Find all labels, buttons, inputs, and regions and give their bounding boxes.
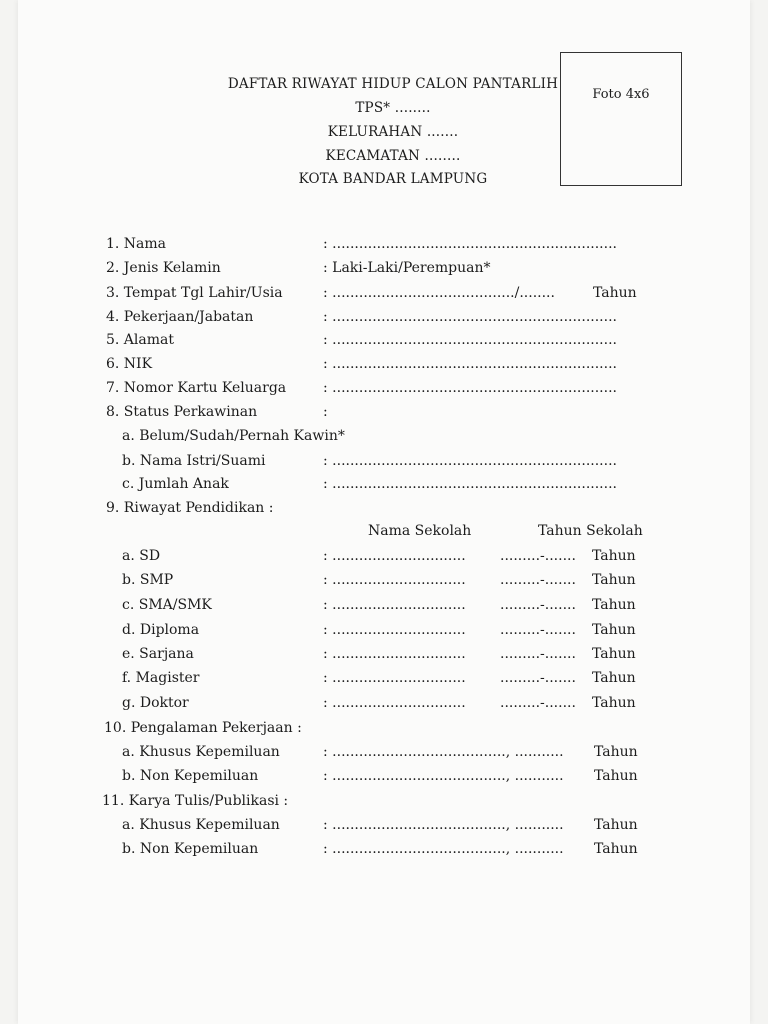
field-label: 7. Nomor Kartu Keluarga	[106, 380, 287, 396]
col-header-nama-sekolah: Nama Sekolah	[368, 523, 472, 539]
field-value: : ......................................., ...........	[323, 768, 564, 784]
field-unit: Tahun	[594, 841, 638, 857]
section-heading: 9. Riwayat Pendidikan :	[106, 500, 274, 516]
field-label: 3. Tempat Tgl Lahir/Usia	[106, 285, 283, 301]
field-years: .........-.......	[500, 622, 576, 638]
field-label: f. Magister	[122, 670, 200, 686]
tps-line: TPS* ........	[355, 100, 431, 116]
field-value: : ..............................	[323, 695, 466, 711]
photo-label: Foto 4x6	[592, 87, 650, 102]
field-years: .........-.......	[500, 670, 576, 686]
field-label: 4. Pekerjaan/Jabatan	[106, 309, 254, 325]
field-unit: Tahun	[592, 548, 636, 564]
field-years: .........-.......	[500, 695, 576, 711]
field-unit: Tahun	[593, 285, 637, 301]
field-value: : ..............................	[323, 622, 466, 638]
photo-placeholder-box	[560, 52, 682, 186]
field-value: : ..............................	[323, 548, 466, 564]
section-heading: 10. Pengalaman Pekerjaan :	[104, 720, 302, 736]
kelurahan-line: KELURAHAN .......	[327, 124, 459, 140]
field-unit: Tahun	[592, 597, 636, 613]
field-label: c. SMA/SMK	[122, 597, 212, 613]
field-value: : ................................................................	[323, 453, 617, 469]
field-label: a. Khusus Kepemiluan	[122, 744, 280, 760]
document-page	[18, 0, 750, 1024]
field-unit: Tahun	[592, 670, 636, 686]
field-unit: Tahun	[594, 817, 638, 833]
field-years: .........-.......	[500, 548, 576, 564]
field-unit: Tahun	[594, 744, 638, 760]
field-value: : ..............................	[323, 597, 466, 613]
field-label: d. Diploma	[122, 622, 200, 638]
city-line: KOTA BANDAR LAMPUNG	[298, 171, 488, 187]
field-label: 6. NIK	[106, 356, 153, 372]
field-label: 2. Jenis Kelamin	[106, 260, 221, 276]
field-years: .........-.......	[500, 572, 576, 588]
field-value: : ..............................	[323, 670, 466, 686]
field-value: : ......................................., ...........	[323, 841, 564, 857]
field-value: : ......................................., ...........	[323, 817, 564, 833]
field-label: b. Non Kepemiluan	[122, 768, 259, 784]
col-header-tahun-sekolah: Tahun Sekolah	[538, 523, 643, 539]
field-label: 1. Nama	[106, 236, 167, 252]
form-title: DAFTAR RIWAYAT HIDUP CALON PANTARLIH	[227, 76, 559, 92]
field-label: a. SD	[122, 548, 161, 564]
kecamatan-line: KECAMATAN ........	[325, 148, 461, 164]
field-label: e. Sarjana	[122, 646, 194, 662]
field-label: b. Non Kepemiluan	[122, 841, 259, 857]
field-unit: Tahun	[592, 695, 636, 711]
field-label: a. Khusus Kepemiluan	[122, 817, 280, 833]
field-value: : ................................................................	[323, 356, 617, 372]
field-label: 8. Status Perkawinan	[106, 404, 258, 420]
field-value: : ................................................................	[323, 380, 617, 396]
field-label: b. Nama Istri/Suami	[122, 453, 266, 469]
field-label: c. Jumlah Anak	[122, 476, 229, 492]
field-label: a. Belum/Sudah/Pernah Kawin*	[122, 428, 345, 444]
field-value: : ..............................	[323, 646, 466, 662]
field-value: : Laki-Laki/Perempuan*	[323, 260, 491, 276]
field-value: : ......................................., ...........	[323, 744, 564, 760]
field-label: g. Doktor	[122, 695, 189, 711]
field-value: : ................................................................	[323, 236, 617, 252]
field-value: : ........................................./........	[323, 285, 555, 301]
field-years: .........-.......	[500, 646, 576, 662]
field-unit: Tahun	[592, 622, 636, 638]
field-value: : ................................................................	[323, 476, 617, 492]
field-label: 5. Alamat	[106, 332, 174, 348]
field-value: : ................................................................	[323, 332, 617, 348]
field-unit: Tahun	[592, 572, 636, 588]
field-value: :	[323, 404, 328, 420]
field-value: : ..............................	[323, 572, 466, 588]
field-years: .........-.......	[500, 597, 576, 613]
field-unit: Tahun	[594, 768, 638, 784]
field-unit: Tahun	[592, 646, 636, 662]
field-label: b. SMP	[122, 572, 174, 588]
section-heading: 11. Karya Tulis/Publikasi :	[102, 793, 289, 809]
field-value: : ................................................................	[323, 309, 617, 325]
